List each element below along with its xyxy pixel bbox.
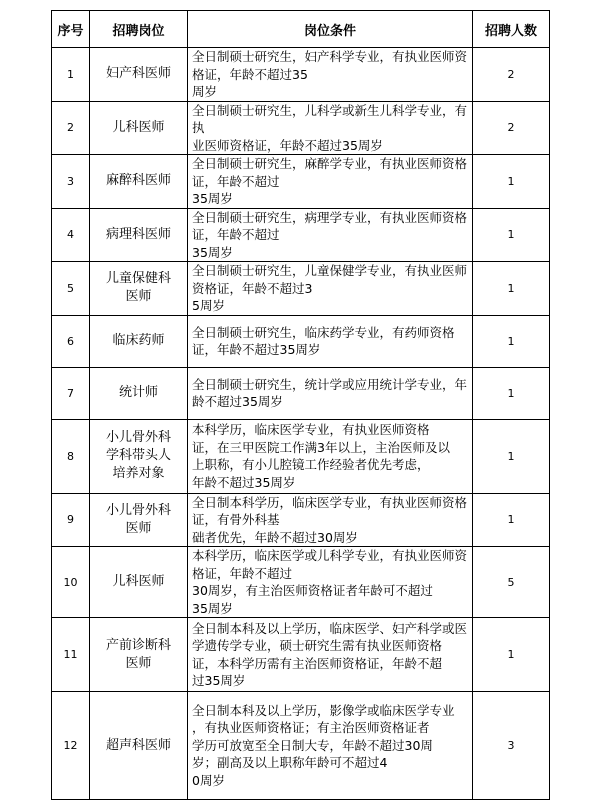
header-requirements: 岗位条件 bbox=[188, 11, 473, 48]
position-requirements: 全日制硕士研究生，儿童保健学专业，有执业医师资格证，年龄不超过3 5周岁 bbox=[188, 262, 473, 316]
hiring-count: 1 bbox=[473, 419, 550, 493]
table-header-row bbox=[52, 11, 550, 48]
position-name: 临床药师 bbox=[90, 315, 188, 367]
position-name: 麻醉科医师 bbox=[90, 155, 188, 209]
position-name: 儿童保健科 医师 bbox=[90, 262, 188, 316]
table-row bbox=[52, 101, 550, 155]
table-row bbox=[52, 262, 550, 316]
position-requirements: 全日制硕士研究生，儿科学或新生儿科学专业，有执 业医师资格证，年龄不超过35周岁 bbox=[188, 101, 473, 155]
row-number: 9 bbox=[52, 493, 90, 547]
position-name: 统计师 bbox=[90, 367, 188, 419]
position-name: 儿科医师 bbox=[90, 101, 188, 155]
position-requirements: 全日制硕士研究生，麻醉学专业，有执业医师资格证，年龄不超过 35周岁 bbox=[188, 155, 473, 209]
position-requirements: 全日制硕士研究生，妇产科学专业，有执业医师资格证，年龄不超过35 周岁 bbox=[188, 48, 473, 102]
position-name: 小儿骨外科 医师 bbox=[90, 493, 188, 547]
hiring-count: 1 bbox=[473, 493, 550, 547]
position-name: 儿科医师 bbox=[90, 547, 188, 618]
row-number: 5 bbox=[52, 262, 90, 316]
position-requirements: 全日制硕士研究生，病理学专业，有执业医师资格证，年龄不超过 35周岁 bbox=[188, 208, 473, 262]
position-requirements: 全日制硕士研究生，临床药学专业，有药师资格证，年龄不超过35周岁 bbox=[188, 315, 473, 367]
hiring-count: 2 bbox=[473, 101, 550, 155]
table-row bbox=[52, 419, 550, 493]
header-count: 招聘人数 bbox=[473, 11, 550, 48]
hiring-count: 1 bbox=[473, 208, 550, 262]
hiring-count: 1 bbox=[473, 367, 550, 419]
hiring-count: 1 bbox=[473, 618, 550, 692]
hiring-count: 1 bbox=[473, 315, 550, 367]
hiring-count: 1 bbox=[473, 155, 550, 209]
hiring-count: 5 bbox=[473, 547, 550, 618]
position-requirements: 本科学历，临床医学或儿科学专业，有执业医师资格证，年龄不超过 30周岁，有主治医师资格证者年龄可不超过 35周岁 bbox=[188, 547, 473, 618]
position-name: 病理科医师 bbox=[90, 208, 188, 262]
row-number: 11 bbox=[52, 618, 90, 692]
row-number: 4 bbox=[52, 208, 90, 262]
row-number: 3 bbox=[52, 155, 90, 209]
position-requirements: 全日制本科及以上学历，临床医学、妇产科学或医 学遗传学专业，硕士研究生需有执业医师资格 证，本科学历需有主治医师资格证，年龄不超 过35周岁 bbox=[188, 618, 473, 692]
table-row bbox=[52, 692, 550, 800]
row-number: 8 bbox=[52, 419, 90, 493]
table-row bbox=[52, 48, 550, 102]
row-number: 1 bbox=[52, 48, 90, 102]
position-requirements: 全日制本科及以上学历，影像学或临床医学专业 ，有执业医师资格证；有主治医师资格证者 学历可放宽至全日制大专，年龄不超过30周 岁；副高及以上职称年龄可不超过4 0周岁 bbox=[188, 692, 473, 800]
header-no: 序号 bbox=[52, 11, 90, 48]
table-row bbox=[52, 493, 550, 547]
hiring-count: 2 bbox=[473, 48, 550, 102]
position-name: 超声科医师 bbox=[90, 692, 188, 800]
table-row bbox=[52, 155, 550, 209]
recruitment-table bbox=[51, 10, 550, 800]
hiring-count: 1 bbox=[473, 262, 550, 316]
hiring-count: 3 bbox=[473, 692, 550, 800]
row-number: 12 bbox=[52, 692, 90, 800]
header-position: 招聘岗位 bbox=[90, 11, 188, 48]
table-row bbox=[52, 547, 550, 618]
row-number: 7 bbox=[52, 367, 90, 419]
position-name: 产前诊断科 医师 bbox=[90, 618, 188, 692]
table-row bbox=[52, 367, 550, 419]
row-number: 2 bbox=[52, 101, 90, 155]
position-name: 小儿骨外科 学科带头人 培养对象 bbox=[90, 419, 188, 493]
row-number: 6 bbox=[52, 315, 90, 367]
row-number: 10 bbox=[52, 547, 90, 618]
table-row bbox=[52, 315, 550, 367]
table-row bbox=[52, 208, 550, 262]
table-row bbox=[52, 618, 550, 692]
position-requirements: 本科学历，临床医学专业，有执业医师资格 证，在三甲医院工作满3年以上，主治医师及以 上职称，有小儿腔镜工作经验者优先考虑， 年龄不超过35周岁 bbox=[188, 419, 473, 493]
table-body bbox=[52, 48, 550, 800]
position-requirements: 全日制本科学历，临床医学专业，有执业医师资格证，有骨外科基 础者优先，年龄不超过30周岁 bbox=[188, 493, 473, 547]
position-requirements: 全日制硕士研究生，统计学或应用统计学专业，年龄不超过35周岁 bbox=[188, 367, 473, 419]
position-name: 妇产科医师 bbox=[90, 48, 188, 102]
